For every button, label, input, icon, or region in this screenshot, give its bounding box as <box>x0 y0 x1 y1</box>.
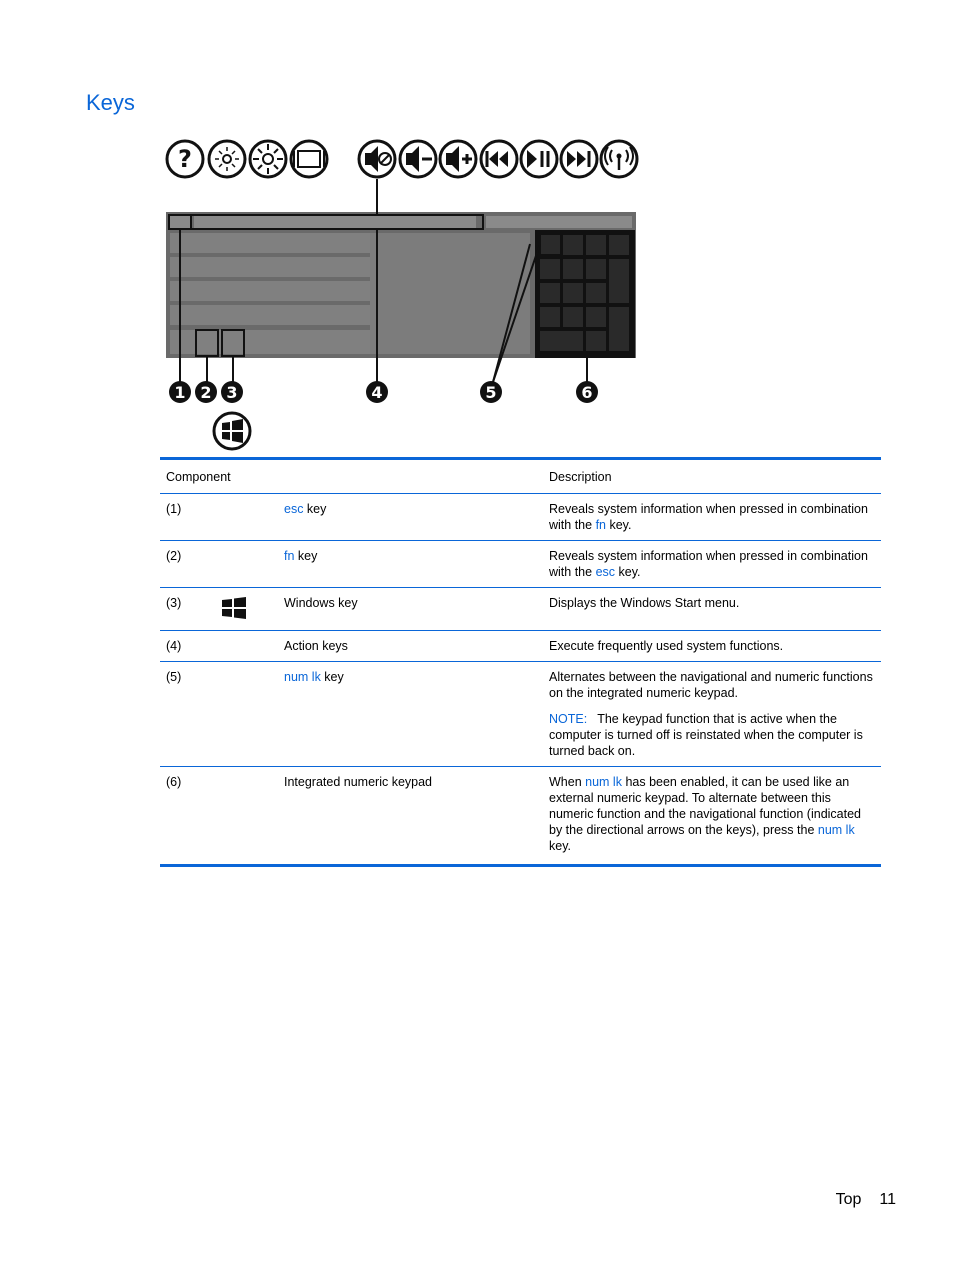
footer-section: Top <box>835 1191 862 1208</box>
callout-1: 1 <box>174 383 186 402</box>
page-footer <box>836 1191 896 1209</box>
table-row <box>160 541 881 588</box>
row-description: Execute frequently used system functions. <box>543 631 881 662</box>
row-description: Reveals system information when pressed in combination with the fn key. <box>543 494 881 541</box>
help-icon <box>167 141 203 177</box>
row-icon-cell <box>212 588 278 631</box>
table-row <box>160 494 881 541</box>
volume-up-icon <box>440 141 476 177</box>
note-label: NOTE: <box>549 712 588 726</box>
note-text: The keypad function that is active when the computer is turned off is reinstated when the computer is turned back on. <box>549 712 863 758</box>
mute-icon <box>359 141 395 177</box>
page-number: 11 <box>879 1191 896 1208</box>
row-icon-cell <box>212 631 278 662</box>
header-component: Component <box>160 459 543 494</box>
wireless-icon <box>601 141 637 177</box>
callout-5: 5 <box>485 383 497 402</box>
row-icon-cell <box>212 494 278 541</box>
row-description: Displays the Windows Start menu. <box>543 588 881 631</box>
play-pause-icon <box>521 141 557 177</box>
windows-icon <box>222 597 246 619</box>
row-number: (6) <box>166 775 182 789</box>
components-table <box>160 457 881 867</box>
next-track-icon <box>561 141 597 177</box>
windows-logo-icon <box>214 413 250 449</box>
previous-track-icon <box>481 141 517 177</box>
row-description: Alternates between the navigational and numeric functions on the integrated numeric keypad. NOTE: The keypad function that is active when the computer is turned off is reinstated when the computer is turned back on. <box>543 662 881 767</box>
row-description: When num lk has been enabled, it can be used like an external numeric keypad. To alternate between this numeric function and the navigational function (indicated by the directional arrows on the keys), press the num lk key. <box>549 775 862 853</box>
row-icon-cell <box>212 662 278 767</box>
svg-text:?: ? <box>178 145 192 173</box>
table-row <box>160 631 881 662</box>
callout-2: 2 <box>200 383 212 402</box>
callout-6: 6 <box>581 383 593 402</box>
row-component: num lk key <box>278 662 543 767</box>
row-icon-cell <box>212 767 278 866</box>
row-number: (1) <box>160 494 212 541</box>
table-header-row <box>160 459 881 494</box>
table-row <box>160 662 881 767</box>
row-number: (3) <box>160 588 212 631</box>
display-switch-icon <box>291 141 327 177</box>
row-component: esc key <box>278 494 543 541</box>
brightness-down-icon <box>209 141 245 177</box>
note <box>549 711 875 759</box>
callout-3: 3 <box>226 383 238 402</box>
callout-4: 4 <box>371 383 383 402</box>
brightness-up-icon <box>250 141 286 177</box>
row-component: Windows key <box>278 588 543 631</box>
table-row <box>160 588 881 631</box>
row-component: fn key <box>278 541 543 588</box>
header-description: Description <box>543 459 881 494</box>
row-component: Action keys <box>278 631 543 662</box>
row-description: Reveals system information when pressed in combination with the esc key. <box>543 541 881 588</box>
row-icon-cell <box>212 541 278 588</box>
row-number: (5) <box>160 662 212 767</box>
page-title: Keys <box>86 90 135 115</box>
table-row <box>160 767 881 866</box>
keyboard-figure <box>160 134 644 454</box>
volume-down-icon <box>400 141 436 177</box>
row-component: Integrated numeric keypad <box>284 775 433 789</box>
row-number: (2) <box>160 541 212 588</box>
row-number: (4) <box>160 631 212 662</box>
